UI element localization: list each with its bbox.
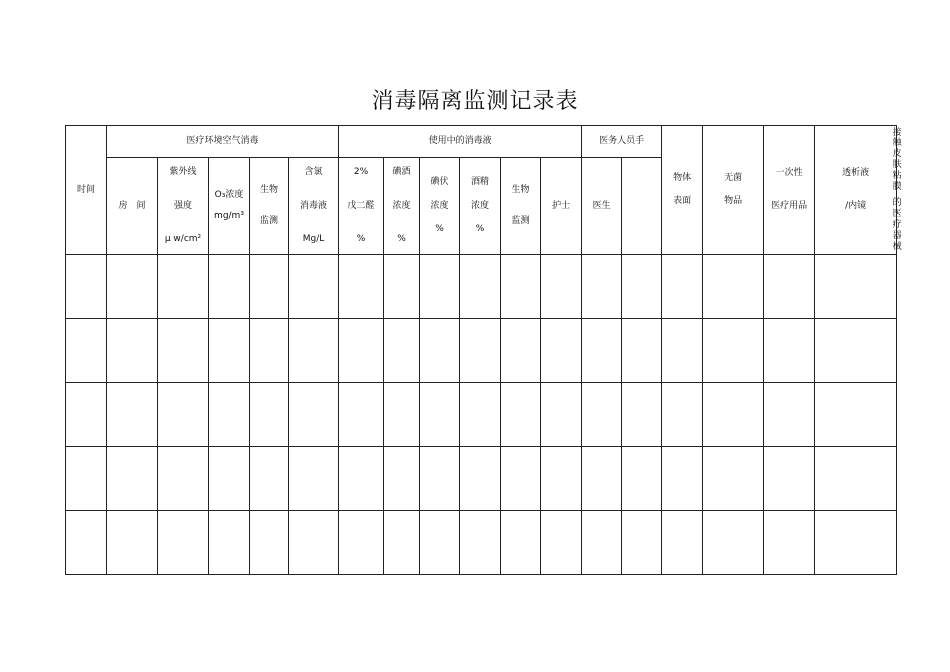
cell[interactable] xyxy=(460,319,501,383)
disposable-supplies-header: 一次性 医疗用品 xyxy=(764,126,815,255)
cell[interactable] xyxy=(384,511,420,575)
cell[interactable] xyxy=(250,447,289,511)
cell[interactable] xyxy=(815,447,897,511)
cell[interactable] xyxy=(703,255,764,319)
cell[interactable] xyxy=(107,447,158,511)
cell[interactable] xyxy=(250,319,289,383)
cell[interactable] xyxy=(662,511,703,575)
cell[interactable] xyxy=(209,511,250,575)
disinfectant-in-use-group-header: 使用中的消毒液 xyxy=(339,126,582,158)
air-bio-monitoring-header: 生物 监测 xyxy=(250,158,289,255)
table-row xyxy=(66,511,897,575)
alcohol-header: 酒精 浓度 % xyxy=(460,158,501,255)
cell[interactable] xyxy=(501,447,541,511)
cell[interactable] xyxy=(66,319,107,383)
cell[interactable] xyxy=(541,255,582,319)
cell[interactable] xyxy=(209,383,250,447)
dialysate-endoscope-header: 透析液 /内镜 xyxy=(815,126,897,255)
iodine-tincture-header: 碘酒 浓度 % xyxy=(384,158,420,255)
header-row-groups: 时间 医疗环境空气消毒 使用中的消毒液 医务人员手 物体 表面 无菌 物品 一次性 医疗用品 透析液 /内镜 接触皮肤粘膜 的医疗器械 xyxy=(66,126,897,158)
cell[interactable] xyxy=(582,447,622,511)
cell[interactable] xyxy=(501,383,541,447)
cell[interactable] xyxy=(250,255,289,319)
page-title: 消毒隔离监测记录表 xyxy=(371,89,579,114)
cell[interactable] xyxy=(158,447,209,511)
iodophor-header: 碘伏 浓度 % xyxy=(420,158,460,255)
cell[interactable] xyxy=(764,511,815,575)
cell[interactable] xyxy=(662,319,703,383)
cell[interactable] xyxy=(764,319,815,383)
cell[interactable] xyxy=(289,319,339,383)
cell[interactable] xyxy=(582,383,622,447)
cell[interactable] xyxy=(420,447,460,511)
cell[interactable] xyxy=(541,319,582,383)
cell[interactable] xyxy=(420,511,460,575)
cell[interactable] xyxy=(662,383,703,447)
chlorine-disinfectant-header: 含氯 消毒液 Mg/L xyxy=(289,158,339,255)
cell[interactable] xyxy=(250,383,289,447)
cell[interactable] xyxy=(622,255,662,319)
cell[interactable] xyxy=(582,319,622,383)
cell[interactable] xyxy=(622,319,662,383)
disinfectant-bio-monitoring-header: 生物 监测 xyxy=(501,158,541,255)
cell[interactable] xyxy=(289,255,339,319)
cell[interactable] xyxy=(289,383,339,447)
nurse-header: 护士 xyxy=(541,158,582,255)
cell[interactable] xyxy=(339,319,384,383)
cell[interactable] xyxy=(339,511,384,575)
cell[interactable] xyxy=(764,383,815,447)
cell[interactable] xyxy=(209,255,250,319)
cell[interactable] xyxy=(815,319,897,383)
cell[interactable] xyxy=(662,447,703,511)
cell[interactable] xyxy=(703,447,764,511)
cell[interactable] xyxy=(582,255,622,319)
cell[interactable] xyxy=(541,511,582,575)
cell[interactable] xyxy=(420,383,460,447)
cell[interactable] xyxy=(107,255,158,319)
cell[interactable] xyxy=(662,255,703,319)
cell[interactable] xyxy=(339,255,384,319)
doctor-header: 医生 xyxy=(582,158,622,255)
cell[interactable] xyxy=(501,319,541,383)
cell[interactable] xyxy=(384,319,420,383)
cell[interactable] xyxy=(703,511,764,575)
record-table xyxy=(65,125,902,575)
cell[interactable] xyxy=(501,255,541,319)
cell[interactable] xyxy=(541,383,582,447)
cell[interactable] xyxy=(209,447,250,511)
cell[interactable] xyxy=(384,447,420,511)
record-sheet xyxy=(65,125,902,575)
cell[interactable] xyxy=(420,319,460,383)
cell[interactable] xyxy=(158,383,209,447)
cell[interactable] xyxy=(209,319,250,383)
cell[interactable] xyxy=(764,255,815,319)
cell[interactable] xyxy=(460,383,501,447)
cell[interactable] xyxy=(815,255,897,319)
cell[interactable] xyxy=(622,511,662,575)
cell[interactable] xyxy=(703,383,764,447)
cell[interactable] xyxy=(289,511,339,575)
cell[interactable] xyxy=(250,511,289,575)
cell[interactable] xyxy=(460,511,501,575)
cell[interactable] xyxy=(815,383,897,447)
cell[interactable] xyxy=(289,447,339,511)
cell[interactable] xyxy=(460,255,501,319)
cell[interactable] xyxy=(107,383,158,447)
cell[interactable] xyxy=(420,255,460,319)
cell[interactable] xyxy=(66,511,107,575)
table-row xyxy=(66,447,897,511)
cell[interactable] xyxy=(107,511,158,575)
cell[interactable] xyxy=(66,383,107,447)
cell[interactable] xyxy=(66,255,107,319)
cell[interactable] xyxy=(158,255,209,319)
cell[interactable] xyxy=(384,383,420,447)
cell[interactable] xyxy=(541,447,582,511)
sterile-items-header: 无菌 物品 xyxy=(703,126,764,255)
ozone-concentration-header: O₃浓度 mg/m³ xyxy=(209,158,250,255)
time-header: 时间 xyxy=(66,126,107,255)
table-row xyxy=(66,255,897,319)
glutaraldehyde-header: 2% 戊二醛 % xyxy=(339,158,384,255)
cell[interactable] xyxy=(384,255,420,319)
cell[interactable] xyxy=(158,319,209,383)
cell[interactable] xyxy=(703,319,764,383)
surface-header: 物体 表面 xyxy=(662,126,703,255)
cell[interactable] xyxy=(460,447,501,511)
cell[interactable] xyxy=(622,447,662,511)
cell[interactable] xyxy=(158,511,209,575)
cell[interactable] xyxy=(66,447,107,511)
cell[interactable] xyxy=(815,511,897,575)
cell[interactable] xyxy=(339,383,384,447)
cell[interactable] xyxy=(764,447,815,511)
room-header: 房 间 xyxy=(107,158,158,255)
table-row xyxy=(66,319,897,383)
cell[interactable] xyxy=(339,447,384,511)
cell[interactable] xyxy=(107,319,158,383)
staff-hands-group-header: 医务人员手 xyxy=(582,126,662,158)
table-row xyxy=(66,383,897,447)
uv-intensity-header: 紫外线 强度 μ w/cm² xyxy=(158,158,209,255)
air-disinfection-group-header: 医疗环境空气消毒 xyxy=(107,126,339,158)
cell[interactable] xyxy=(501,511,541,575)
cell[interactable] xyxy=(622,383,662,447)
cell[interactable] xyxy=(582,511,622,575)
